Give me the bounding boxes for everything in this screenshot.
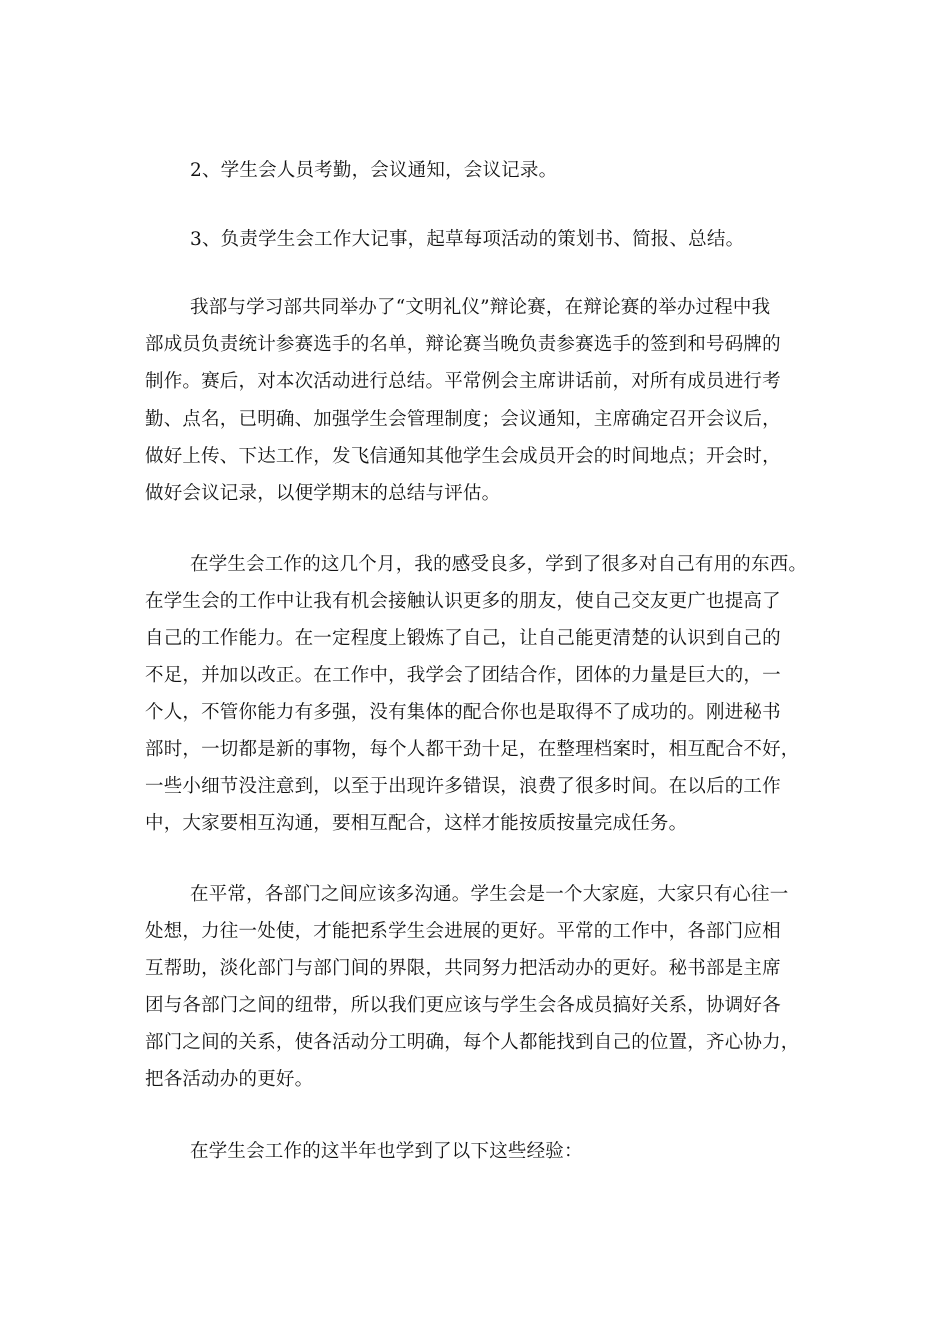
list-item-2: 2、学生会人员考勤，会议通知，会议记录。 xyxy=(190,160,558,181)
paragraph-line: 把各活动办的更好。 xyxy=(145,1069,314,1090)
paragraph-line: 在学生会的工作中让我有机会接触认识更多的朋友，使自己交友更广也提高了 xyxy=(145,591,781,612)
paragraph-line: 团与各部门之间的纽带，所以我们更应该与学生会各成员搞好关系，协调好各 xyxy=(145,995,781,1016)
paragraph-line: 中，大家要相互沟通，要相互配合，这样才能按质按量完成任务。 xyxy=(145,813,688,834)
paragraph-line: 在平常，各部门之间应该多沟通。学生会是一个大家庭，大家只有心往一 xyxy=(190,884,789,905)
paragraph-line: 一些小细节没注意到，以至于出现许多错误，浪费了很多时间。在以后的工作 xyxy=(145,776,781,797)
paragraph-line: 勤、点名，已明确、加强学生会管理制度；会议通知，主席确定召开会议后， xyxy=(145,409,781,430)
paragraph-line: 不足，并加以改正。在工作中，我学会了团结合作，团体的力量是巨大的，一 xyxy=(145,665,781,686)
paragraph-line: 处想，力往一处使，才能把系学生会进展的更好。平常的工作中，各部门应相 xyxy=(145,921,781,942)
paragraph-line: 在学生会工作的这几个月，我的感受良多，学到了很多对自己有用的东西。 xyxy=(190,554,808,575)
paragraph-line: 个人，不管你能力有多强，没有集体的配合你也是取得不了成功的。刚进秘书 xyxy=(145,702,781,723)
paragraph-line: 制作。赛后，对本次活动进行总结。平常例会主席讲话前，对所有成员进行考 xyxy=(145,371,781,392)
paragraph-line: 自己的工作能力。在一定程度上锻炼了自己，让自己能更清楚的认识到自己的 xyxy=(145,628,781,649)
paragraph-line: 做好上传、下达工作，发飞信通知其他学生会成员开会的时间地点；开会时， xyxy=(145,446,781,467)
paragraph-line: 我部与学习部共同举办了“文明礼仪”辩论赛，在辩论赛的举办过程中我 xyxy=(190,297,771,318)
paragraph-line: 互帮助，淡化部门与部门间的界限，共同努力把活动办的更好。秘书部是主席 xyxy=(145,958,781,979)
list-item-3: 3、负责学生会工作大记事，起草每项活动的策划书、简报、总结。 xyxy=(190,229,745,250)
paragraph-line: 做好会议记录，以便学期末的总结与评估。 xyxy=(145,483,501,504)
paragraph-line: 部门之间的关系，使各活动分工明确，每个人都能找到自己的位置，齐心协力， xyxy=(145,1032,800,1053)
paragraph-lessons: 在学生会工作的这半年也学到了以下这些经验： xyxy=(190,1141,583,1162)
paragraph-line: 部成员负责统计参赛选手的名单，辩论赛当晚负责参赛选手的签到和号码牌的 xyxy=(145,334,781,355)
paragraph-line: 部时，一切都是新的事物，每个人都干劲十足，在整理档案时，相互配合不好， xyxy=(145,739,800,760)
